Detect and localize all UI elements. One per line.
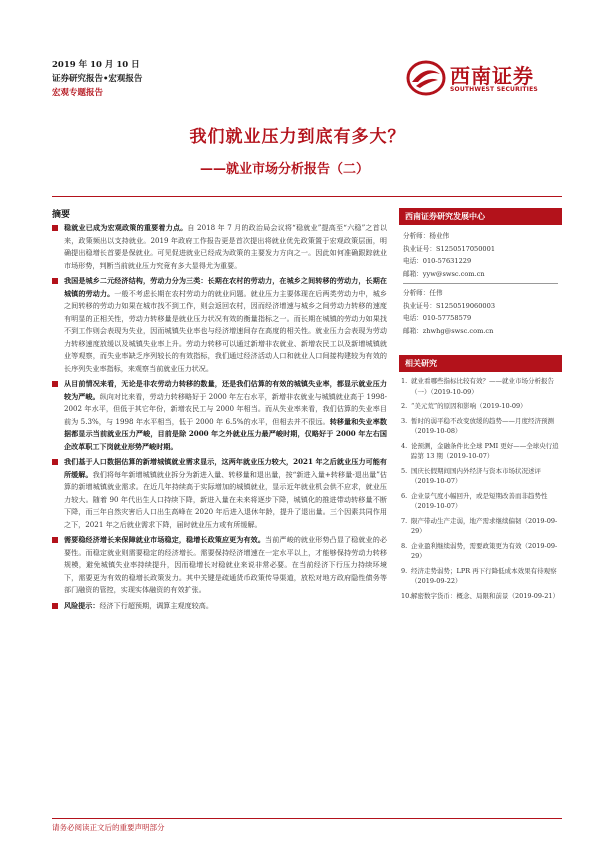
report-header [52, 58, 142, 100]
paragraph-lead: 从目前情况来看，无论是非农劳动力转移的数量，还是我们估算的有效的城镇失业率，都显示就业压力较为严峻。 [64, 379, 387, 401]
related-item-number: 3. [401, 416, 408, 425]
analyst-email[interactable]: 邮箱：zhwhg@swsc.com.cn [403, 326, 494, 335]
paragraph-lead: 需要稳经济增长来保障就业市场稳定，稳增长政策应更为有效。 [64, 535, 266, 544]
related-item[interactable] [401, 441, 560, 462]
related-item-text: 就业看哪些指标比较有效？——就业市场分析报告（一）（2019-10-09） [411, 377, 554, 396]
related-item[interactable] [401, 466, 560, 487]
report-type: 宏观专题报告 [52, 88, 104, 98]
related-item-text: 暂时的弱平稳不改变放缓的趋势——月度经济预测（2019-10-08） [411, 416, 554, 435]
analyst-divider [403, 283, 558, 284]
page-title: 我们就业压力到底有多大？ [189, 127, 406, 147]
related-item-text: 企业盈利继续弱势，需要政策更为有效（2019-09-29） [411, 541, 558, 560]
risk-paragraph [52, 600, 387, 613]
related-item-number: 6. [401, 491, 408, 500]
risk-text: 经济下行超预期，调算主观度较高。 [99, 600, 213, 610]
institute-heading: 西南证券研究发展中心 [399, 208, 562, 225]
abstract-paragraph [52, 378, 387, 453]
abstract-body [52, 222, 387, 615]
related-item[interactable] [401, 541, 560, 562]
paragraph-lead: 稳就业已成为宏观政策的重要着力点。 [64, 223, 188, 232]
logo-name-en: SOUTHWEST SECURITIES [450, 86, 538, 93]
related-item-text: 解密数字货币：概念、局限和前景（2019-09-21） [411, 591, 559, 600]
paragraph-text: 一般不考虑长期在农村劳动力的就业问题。就业压力主要体现在后两类劳动力中，城乡之间转移的劳动力如果在城市找不到工作，则会返回农村，因而经济增速与城乡之间劳动力转移的速度有明显的正相关性，劳动力转移量是就业压力状况有效的衡量指标之一。而长期在城镇的劳动力如果找不到工作则会表现为失业，因而城镇失业率也与经济增速间存在高度的相关性。就业压力会表现为劳动力转移速度放缓以及城镇失业率上升。劳动力转移可以通过新增非农就业、新增农民工以及新增城镇就业等观察，而失业率缺乏序列较长的有效指标，我们通过经济活动人口和就业人口间接构建较为有效的长序列失业率指标，来观察当前就业压力状况。 [64, 288, 388, 373]
related-item-text: “美元荒”的原因和影响（2019-10-09） [411, 402, 527, 410]
bullet-square-icon [52, 603, 58, 609]
related-item[interactable] [401, 401, 560, 412]
bullet-square-icon [52, 459, 58, 465]
analyst-name: 分析师：杨业伟 [403, 232, 450, 240]
page-subtitle: ——就业市场分析报告（二） [200, 162, 370, 177]
paragraph-lead: 我们基于人口数据估算的新增城镇就业需求显示，这两年就业压力较大，2021 年之后就业压力可能有所缓解。 [64, 457, 387, 479]
related-item-number: 2. [401, 402, 408, 410]
abstract-paragraph [52, 534, 387, 597]
risk-lead: 风险提示： [64, 600, 100, 610]
paragraph-text: 纵向对比来看，劳动力转移略好于 2000 年左右水平，新增非农就业与城镇就业高于 1998-2002 年水平，但低于其它年份，新增农民工与 2000 年相当。而从失业率来看，我们估算的失业率目前为 5.3%，与 1998 年水平相当，低于 2000 年 6.5%的水平，但相去并不很远。 [64, 391, 388, 426]
related-item[interactable] [401, 376, 560, 397]
related-research-heading: 相关研究 [399, 355, 562, 372]
related-item-text: 国庆长假期间国内外经济与资本市场状况述评（2019-10-07） [411, 466, 541, 485]
analyst-email[interactable]: 邮箱：yyw@swsc.com.cn [403, 269, 485, 278]
related-item-text: 经济走势弱势；LPR 再下行降低成本效果有待观察（2019-09-22） [411, 566, 557, 585]
analyst-license: 执业证号：S1250519060003 [403, 301, 496, 310]
bullet-square-icon [52, 381, 58, 387]
related-item-number: 7. [401, 516, 408, 525]
paragraph-text: 自 2018 年 7 月的政治局会议将“稳就业”提高至“六稳”之首以来，政策频出以支持就业。2019 年政府工作报告更是首次提出将就业优先政策置于宏观政策层面，明确提出稳增长首要是保就业。可见促进就业已经成为政策的主要发力方向之一。因此如何准确跟踪就业市场形势，判断当前就业压力究竟有多大显得尤为重要。 [64, 223, 388, 270]
related-item[interactable] [401, 591, 560, 602]
related-item-text: 限产带动生产走弱，地产需求继续偏韧（2019-09-29） [411, 516, 558, 535]
logo-mark-icon [406, 60, 446, 96]
related-item[interactable] [401, 566, 560, 587]
related-item[interactable] [401, 416, 560, 437]
paragraph-text: 当前严峻的就业形势凸显了稳就业的必要性。而稳定就业则需要稳定的经济增长。需要保持经济增速在一定水平以上，才能够保持劳动力转移规模，避免城镇失业率持续提升，因而稳增长对稳就业来说非常必要。在当前经济下行压力持续环境下，需要更为有效的稳增长政策发力。其中关键是疏通货币政策传导渠道，放松对地方政府隐性债务等部门融资的管控，实现实体融资的有效扩张。 [64, 535, 387, 594]
abstract-paragraph [52, 456, 387, 531]
related-item[interactable] [401, 516, 560, 537]
related-item-number: 5. [401, 466, 408, 475]
related-research-list [399, 372, 562, 601]
footer-notice: 请务必阅读正文后的重要声明部分 [52, 823, 165, 832]
paragraph-text: 我们将每年新增城镇就业拆分为新进入量、转移量和退出量，按“新进入量+转移量-退出量”估算的新增城镇就业需求。在近几年持续高于实际增加的城镇就业，显示近年就业机会供不应求，就业压力较大。随着 90 年代出生人口持续下降，新进入量在未来将逐步下降，城镇化的推进带动转移量不断下降，而三年自然灾害后人口出生高峰在 2020 年后进入退休年龄，提升了退出量。三个因素共同作用之下，2021 年之后就业需求下降，届时就业压力或有所缓解。 [64, 469, 388, 529]
related-item-number: 8. [401, 541, 408, 550]
related-item-number: 9. [401, 566, 408, 575]
bullet-square-icon [52, 537, 58, 543]
paragraph-lead: 我国是城乡二元经济结构，劳动力分为三类：长期在农村的劳动力，在城乡之间转移的劳动力，长期在城镇的劳动力。 [64, 276, 387, 298]
logo-name-cn: 西南证券 [450, 64, 534, 88]
analyst-phone: 电话：010-57631229 [403, 257, 472, 265]
company-logo [406, 58, 566, 100]
related-item-text: 论预测，金融条件比全球 PMI 更好——全球央行追踪第 13 期（2019-10-07） [411, 441, 559, 460]
abstract-paragraph [52, 275, 387, 375]
analyst-block [399, 225, 562, 337]
analyst-phone: 电话：010-57758579 [403, 314, 472, 322]
footer-divider [52, 818, 562, 819]
related-item-number: 10. [401, 591, 412, 600]
analyst-name: 分析师：任伟 [403, 289, 443, 297]
title-divider [52, 196, 562, 197]
related-item-number: 1. [401, 377, 408, 385]
analyst-license: 执业证号：S1250517050001 [403, 244, 496, 253]
abstract-heading: 摘要 [52, 210, 71, 220]
bullet-square-icon [52, 225, 58, 231]
bullet-square-icon [52, 278, 58, 284]
related-item[interactable] [401, 491, 560, 512]
report-date: 2019 年 10 月 10 日 [52, 60, 140, 70]
related-item-text: 企业景气度小幅回升，或是短期改善而非趋势性（2019-10-07） [411, 491, 548, 510]
report-series: 证券研究报告•宏观报告 [52, 74, 143, 84]
related-item-number: 4. [401, 441, 408, 450]
paragraph-lead-2: 转移量和失业率数据都显示当前就业压力严峻，目前是除 2000 年之外就业压力最严峻时期，仅略好于 2000 年左右国企改革职工下岗就业形势严峻时期。 [64, 416, 388, 451]
sidebar [399, 208, 562, 605]
abstract-paragraph [52, 222, 387, 272]
